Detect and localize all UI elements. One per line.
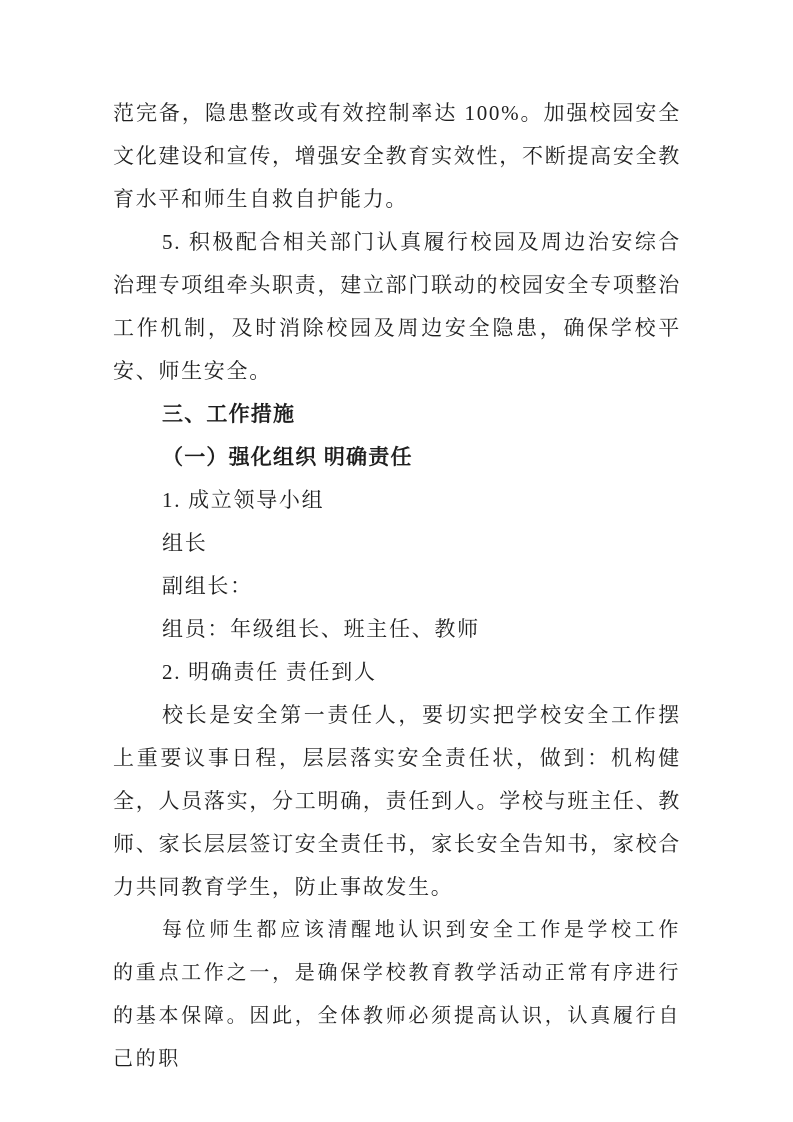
heading-strengthen-organization: （一）强化组织 明确责任 — [162, 445, 413, 469]
numbered-item-leading-group: 1. 成立领导小组 — [162, 488, 325, 512]
numbered-item-responsibility: 2. 明确责任 责任到人 — [162, 660, 377, 684]
paragraph-item-5: 5. 积极配合相关部门认真履行校园及周边治安综合治理专项组牵头职责，建立部门联动的校园安全专项整治工作机制，及时消除校园及周边安全隐患，确保学校平安、师生安全。 — [113, 230, 681, 383]
line-group-leader: 组长 — [162, 531, 208, 555]
line-group-members: 组员：年级组长、班主任、教师 — [162, 617, 480, 641]
paragraph-principal-responsibility: 校长是安全第一责任人，要切实把学校安全工作摆上重要议事日程，层层落实安全责任状，做到：机构健全，人员落实，分工明确，责任到人。学校与班主任、教师、家长层层签订安全责任书，家长安全告知书，家校合力共同教育学生，防止事故发生。 — [113, 703, 681, 899]
heading-work-measures: 三、工作措施 — [162, 403, 296, 426]
line-deputy-group-leader: 副组长： — [162, 574, 253, 598]
paragraph-continued: 范完备，隐患整改或有效控制率达 100%。加强校园安全文化建设和宣传，增强安全教育实效性，不断提高安全教育水平和师生自救自护能力。 — [113, 101, 681, 211]
paragraph-staff-awareness: 每位师生都应该清醒地认识到安全工作是学校工作的重点工作之一，是确保学校教育教学活动正常有序进行的基本保障。因此，全体教师必须提高认识，认真履行自己的职 — [113, 919, 681, 1070]
